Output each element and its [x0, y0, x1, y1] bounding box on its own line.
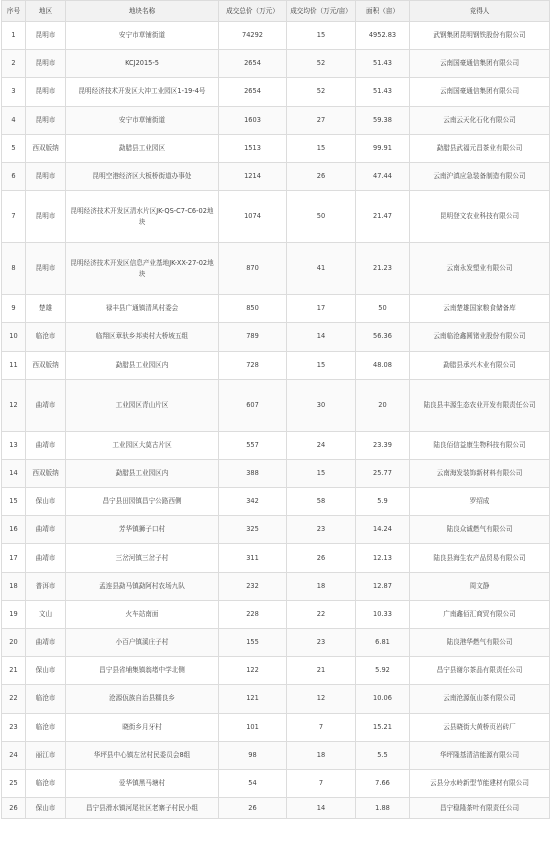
cell-winner: 广南鑫佰汇商贸有限公司: [410, 600, 550, 628]
cell-winner: 陆良县海生农产品贸易有限公司: [410, 544, 550, 572]
cell-region: 西双版纳: [26, 134, 66, 162]
cell-region: 西双版纳: [26, 351, 66, 379]
cell-winner: 陆良众诚燃气有限公司: [410, 516, 550, 544]
cell-winner: 云南云天化石化有限公司: [410, 106, 550, 134]
cell-serial-no: 15: [2, 488, 26, 516]
cell-region: 保山市: [26, 657, 66, 685]
cell-parcel-name: KCJ2015-5: [66, 50, 219, 78]
cell-serial-no: 11: [2, 351, 26, 379]
cell-average-price: 14: [287, 323, 356, 351]
cell-average-price: 12: [287, 685, 356, 713]
cell-winner: 云南国豪通信集团有限公司: [410, 50, 550, 78]
cell-serial-no: 19: [2, 600, 26, 628]
cell-serial-no: 8: [2, 243, 26, 295]
cell-winner: 云南楚雄国家粮食储备库: [410, 295, 550, 323]
cell-serial-no: 3: [2, 78, 26, 106]
cell-total-price: 1513: [219, 134, 287, 162]
cell-region: 普洱市: [26, 572, 66, 600]
cell-parcel-name: 火车站南面: [66, 600, 219, 628]
cell-parcel-name: 华坪县中心镇左岔村民委员会8组: [66, 741, 219, 769]
cell-average-price: 15: [287, 22, 356, 50]
cell-total-price: 2654: [219, 50, 287, 78]
cell-average-price: 15: [287, 351, 356, 379]
cell-area: 1.88: [356, 798, 410, 819]
cell-region: 曲靖市: [26, 431, 66, 459]
cell-winner: 陆良港华燃气有限公司: [410, 629, 550, 657]
cell-total-price: 232: [219, 572, 287, 600]
table-row: [2, 629, 550, 657]
cell-serial-no: 18: [2, 572, 26, 600]
cell-winner: 罗绍成: [410, 488, 550, 516]
table-row: [2, 516, 550, 544]
cell-winner: 云南沧源佤山茶有限公司: [410, 685, 550, 713]
cell-area: 15.21: [356, 713, 410, 741]
cell-serial-no: 1: [2, 22, 26, 50]
cell-average-price: 52: [287, 50, 356, 78]
cell-region: 昆明市: [26, 106, 66, 134]
cell-serial-no: 13: [2, 431, 26, 459]
cell-region: 保山市: [26, 798, 66, 819]
cell-serial-no: 7: [2, 191, 26, 243]
cell-area: 21.47: [356, 191, 410, 243]
cell-average-price: 23: [287, 516, 356, 544]
cell-area: 47.44: [356, 162, 410, 190]
cell-total-price: 870: [219, 243, 287, 295]
cell-serial-no: 5: [2, 134, 26, 162]
cell-area: 59.38: [356, 106, 410, 134]
table-row: [2, 657, 550, 685]
table-row: [2, 488, 550, 516]
cell-area: 5.5: [356, 741, 410, 769]
cell-area: 20: [356, 379, 410, 431]
table-row: [2, 379, 550, 431]
table-row: [2, 713, 550, 741]
cell-total-price: 311: [219, 544, 287, 572]
cell-region: 楚雄: [26, 295, 66, 323]
cell-area: 23.39: [356, 431, 410, 459]
cell-winner: 云南海发装饰新材料有限公司: [410, 459, 550, 487]
cell-winner: 武钢集团昆明钢铁股份有限公司: [410, 22, 550, 50]
cell-average-price: 26: [287, 162, 356, 190]
cell-area: 50: [356, 295, 410, 323]
cell-total-price: 54: [219, 769, 287, 797]
cell-area: 6.81: [356, 629, 410, 657]
cell-area: 4952.83: [356, 22, 410, 50]
cell-serial-no: 24: [2, 741, 26, 769]
table-row: [2, 459, 550, 487]
cell-parcel-name: 勐腊县工业园区内: [66, 459, 219, 487]
table-row: [2, 769, 550, 797]
cell-winner: 华坪隆基清洁能源有限公司: [410, 741, 550, 769]
cell-serial-no: 9: [2, 295, 26, 323]
cell-serial-no: 22: [2, 685, 26, 713]
cell-average-price: 14: [287, 798, 356, 819]
cell-serial-no: 16: [2, 516, 26, 544]
cell-total-price: 155: [219, 629, 287, 657]
cell-parcel-name: 芳华镇狮子口村: [66, 516, 219, 544]
cell-total-price: 98: [219, 741, 287, 769]
cell-area: 10.33: [356, 600, 410, 628]
cell-average-price: 7: [287, 769, 356, 797]
cell-average-price: 24: [287, 431, 356, 459]
cell-winner: 陆良县丰源生态农业开发有限责任公司: [410, 379, 550, 431]
cell-region: 保山市: [26, 488, 66, 516]
cell-parcel-name: 勐腊县工业园区内: [66, 351, 219, 379]
cell-winner: 云南沪滇应急装备制造有限公司: [410, 162, 550, 190]
cell-region: 曲靖市: [26, 544, 66, 572]
cell-area: 56.36: [356, 323, 410, 351]
cell-region: 西双版纳: [26, 459, 66, 487]
cell-total-price: 2654: [219, 78, 287, 106]
cell-average-price: 15: [287, 459, 356, 487]
cell-parcel-name: 昌宁县省埔集镇翁堵中学北侧: [66, 657, 219, 685]
cell-serial-no: 21: [2, 657, 26, 685]
cell-area: 51.43: [356, 50, 410, 78]
cell-winner: 勐腊县武福元昌茶业有限公司: [410, 134, 550, 162]
cell-average-price: 41: [287, 243, 356, 295]
cell-serial-no: 17: [2, 544, 26, 572]
cell-average-price: 27: [287, 106, 356, 134]
cell-area: 5.9: [356, 488, 410, 516]
cell-winner: 云县晓街大黄桥页岩砖厂: [410, 713, 550, 741]
cell-average-price: 52: [287, 78, 356, 106]
cell-average-price: 18: [287, 741, 356, 769]
cell-serial-no: 6: [2, 162, 26, 190]
cell-area: 10.06: [356, 685, 410, 713]
cell-parcel-name: 安宁市草铺街道: [66, 106, 219, 134]
cell-total-price: 728: [219, 351, 287, 379]
cell-parcel-name: 爱华镇黑马塘村: [66, 769, 219, 797]
cell-total-price: 388: [219, 459, 287, 487]
cell-serial-no: 26: [2, 798, 26, 819]
cell-serial-no: 14: [2, 459, 26, 487]
cell-winner: 昌宁县谢尔茶品有限责任公司: [410, 657, 550, 685]
table-row: [2, 544, 550, 572]
cell-region: 昆明市: [26, 22, 66, 50]
cell-winner: 云南永发塑业有限公司: [410, 243, 550, 295]
cell-parcel-name: 昌宁县滑水镇河尾社区老寨子村民小组: [66, 798, 219, 819]
cell-average-price: 17: [287, 295, 356, 323]
cell-winner: 云南国豪通信集团有限公司: [410, 78, 550, 106]
table-row: [2, 572, 550, 600]
cell-parcel-name: 三岔河镇三岔子村: [66, 544, 219, 572]
cell-parcel-name: 禄丰县广通镇清风村委会: [66, 295, 219, 323]
cell-total-price: 325: [219, 516, 287, 544]
cell-parcel-name: 工业园区青山片区: [66, 379, 219, 431]
table-header-row: [2, 1, 550, 22]
cell-parcel-name: 昌宁县田园镇昌宁公路西侧: [66, 488, 219, 516]
cell-total-price: 789: [219, 323, 287, 351]
cell-total-price: 1074: [219, 191, 287, 243]
table-row: [2, 243, 550, 295]
cell-total-price: 1603: [219, 106, 287, 134]
cell-total-price: 342: [219, 488, 287, 516]
cell-serial-no: 2: [2, 50, 26, 78]
cell-average-price: 22: [287, 600, 356, 628]
cell-region: 曲靖市: [26, 379, 66, 431]
cell-region: 昆明市: [26, 162, 66, 190]
table-row: [2, 685, 550, 713]
cell-region: 曲靖市: [26, 629, 66, 657]
cell-parcel-name: 小百户镇溪庄子村: [66, 629, 219, 657]
cell-average-price: 15: [287, 134, 356, 162]
cell-area: 12.13: [356, 544, 410, 572]
cell-area: 48.08: [356, 351, 410, 379]
cell-parcel-name: 安宁市草铺街道: [66, 22, 219, 50]
cell-area: 5.92: [356, 657, 410, 685]
cell-winner: 周文静: [410, 572, 550, 600]
cell-parcel-name: 勐腊县工业园区: [66, 134, 219, 162]
cell-parcel-name: 昆明经济技术开发区大冲工业园区1-19-4号: [66, 78, 219, 106]
cell-total-price: 26: [219, 798, 287, 819]
cell-region: 临沧市: [26, 713, 66, 741]
cell-winner: 陆良佰信益康生物科技有限公司: [410, 431, 550, 459]
cell-region: 临沧市: [26, 685, 66, 713]
cell-average-price: 23: [287, 629, 356, 657]
header-total-price: 成交总价（万元）: [219, 1, 287, 22]
cell-region: 丽江市: [26, 741, 66, 769]
cell-winner: 昆明登文农业科技有限公司: [410, 191, 550, 243]
cell-winner: 勐腊县承兴木业有限公司: [410, 351, 550, 379]
table-row: [2, 741, 550, 769]
header-parcel-name: 地块名称: [66, 1, 219, 22]
table-row: [2, 162, 550, 190]
cell-average-price: 21: [287, 657, 356, 685]
cell-parcel-name: 昆明经济技术开发区信息产业基地JK-XX-27-02地块: [66, 243, 219, 295]
cell-parcel-name: 临翔区章驮乡邦卖村大桥坡五组: [66, 323, 219, 351]
cell-serial-no: 4: [2, 106, 26, 134]
cell-region: 临沧市: [26, 769, 66, 797]
cell-region: 曲靖市: [26, 516, 66, 544]
header-average-price: 成交均价（万元/亩）: [287, 1, 356, 22]
cell-total-price: 74292: [219, 22, 287, 50]
header-area: 面积（亩）: [356, 1, 410, 22]
cell-winner: 云县分水岭新型节能建材有限公司: [410, 769, 550, 797]
cell-parcel-name: 昆明空港经济区大板桥街道办事处: [66, 162, 219, 190]
table-row: [2, 351, 550, 379]
cell-total-price: 557: [219, 431, 287, 459]
table-row: [2, 431, 550, 459]
table-row: [2, 134, 550, 162]
cell-total-price: 850: [219, 295, 287, 323]
table-row: [2, 50, 550, 78]
table-row: [2, 600, 550, 628]
cell-parcel-name: 晓街乡月牙村: [66, 713, 219, 741]
table-row: [2, 295, 550, 323]
table-row: [2, 22, 550, 50]
cell-parcel-name: 工业园区大莫古片区: [66, 431, 219, 459]
cell-serial-no: 12: [2, 379, 26, 431]
cell-area: 25.77: [356, 459, 410, 487]
header-winner: 竞得人: [410, 1, 550, 22]
cell-region: 临沧市: [26, 323, 66, 351]
table-row: [2, 78, 550, 106]
cell-region: 昆明市: [26, 243, 66, 295]
cell-area: 14.24: [356, 516, 410, 544]
cell-region: 文山: [26, 600, 66, 628]
cell-total-price: 607: [219, 379, 287, 431]
cell-area: 21.23: [356, 243, 410, 295]
cell-winner: 云南临沧鑫圆锗业股份有限公司: [410, 323, 550, 351]
cell-average-price: 50: [287, 191, 356, 243]
cell-serial-no: 23: [2, 713, 26, 741]
cell-serial-no: 25: [2, 769, 26, 797]
cell-total-price: 1214: [219, 162, 287, 190]
cell-average-price: 58: [287, 488, 356, 516]
cell-serial-no: 10: [2, 323, 26, 351]
table-row: [2, 106, 550, 134]
cell-total-price: 228: [219, 600, 287, 628]
table-row: [2, 191, 550, 243]
cell-parcel-name: 孟连县勐马镇勐阿村农场九队: [66, 572, 219, 600]
cell-parcel-name: 昆明经济技术开发区清水片区JK-QS-C7-C6-02地块: [66, 191, 219, 243]
cell-total-price: 122: [219, 657, 287, 685]
cell-area: 7.66: [356, 769, 410, 797]
cell-average-price: 7: [287, 713, 356, 741]
table-row: [2, 323, 550, 351]
cell-total-price: 101: [219, 713, 287, 741]
cell-area: 99.91: [356, 134, 410, 162]
cell-average-price: 30: [287, 379, 356, 431]
header-serial-no: 序号: [2, 1, 26, 22]
cell-total-price: 121: [219, 685, 287, 713]
cell-average-price: 18: [287, 572, 356, 600]
cell-average-price: 26: [287, 544, 356, 572]
cell-region: 昆明市: [26, 191, 66, 243]
cell-region: 昆明市: [26, 50, 66, 78]
cell-area: 12.87: [356, 572, 410, 600]
cell-winner: 昌宁稳隆茶叶有限责任公司: [410, 798, 550, 819]
header-region: 地区: [26, 1, 66, 22]
cell-region: 昆明市: [26, 78, 66, 106]
cell-area: 51.43: [356, 78, 410, 106]
cell-parcel-name: 沧源佤族自治县糯良乡: [66, 685, 219, 713]
land-auction-table: [1, 0, 550, 819]
table-row: [2, 798, 550, 819]
cell-serial-no: 20: [2, 629, 26, 657]
